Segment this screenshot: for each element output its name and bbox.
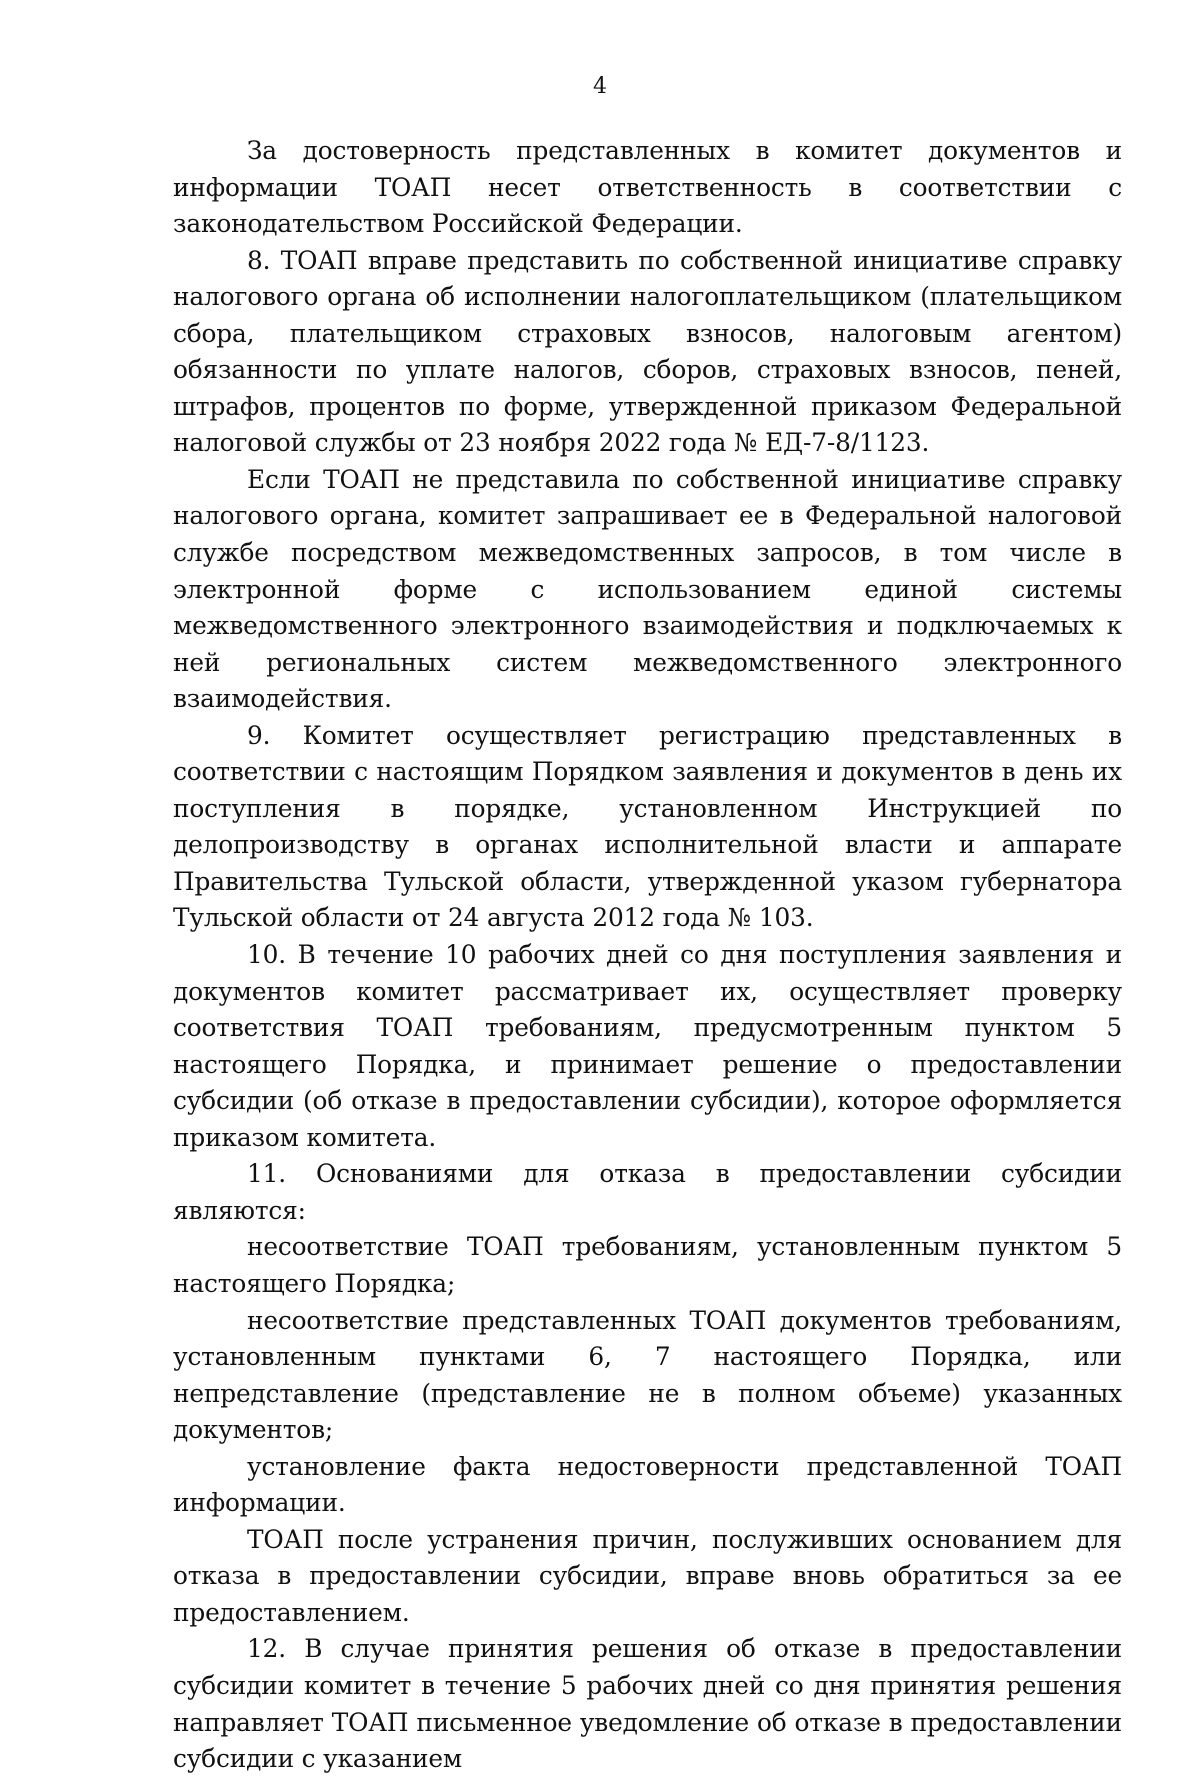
paragraph-refusal-reason-1: несоответствие ТОАП требованиям, установленным пунктом 5 настоящего Порядка; [173,1232,1122,1298]
page-number: 4 [593,74,607,99]
paragraph-refusal-reason-2: несоответствие представленных ТОАП документов требованиям, установленным пунктами 6, 7 настоящего Порядка, или непредставление (представление не в полном объеме) указанных документов; [173,1305,1122,1445]
paragraph-item-11: 11. Основаниями для отказа в предоставлении субсидии являются: [173,1159,1122,1225]
paragraph-refusal-reason-3: установление факта недостоверности представленной ТОАП информации. [173,1451,1122,1518]
paragraph-item-12: 12. В случае принятия решения об отказе в предоставлении субсидии комитет в течение 5 рабочих дней со дня принятия решения направляет ТОАП письменное уведомление об отказе в предоставлении субсидии с указанием [173,1634,1122,1774]
paragraph-item-9: 9. Комитет осуществляет регистрацию представленных в соответствии с настоящим Порядком заявления и документов в день их поступления в порядке, установленном Инструкцией по делопроизводству в органах исполнительной власти и аппарате Правительства Тульской области, утвержденной указом губернатора Тульской области от 24 августа 2012 года № 103. [173,720,1122,933]
paragraph-responsibility: За достоверность представленных в комитет документов и информации ТОАП несет ответственность в соответствии с законодательством Российской Федерации. [173,136,1122,239]
paragraph-item-8: 8. ТОАП вправе представить по собственной инициативе справку налогового органа об исполнении налогоплательщиком (плательщиком сбора, плательщиком страховых взносов, налоговым агентом) обязанности по уплате налогов, сборов, страховых взносов, пеней, штрафов, процентов по форме, утвержденной приказом Федеральной налоговой службы от 23 ноября 2022 года № ЕД-7-8/1123. [173,245,1122,458]
paragraph-tax-request: Если ТОАП не представила по собственной инициативе справку налогового органа, комитет запрашивает ее в Федеральной налоговой службе посредством межведомственных запросов, в том числе в электронной форме с использованием единой системы межведомственного электронного взаимодействия и подключаемых к ней региональных систем межведомственного электронного взаимодействия. [173,464,1122,714]
paragraph-item-10: 10. В течение 10 рабочих дней со дня поступления заявления и документов комитет рассматривает их, осуществляет проверку соответствия ТОАП требованиям, предусмотренным пунктом 5 настоящего Порядка, и принимает решение о предоставлении субсидии (об отказе в предоставлении субсидии), которое оформляется приказом комитета. [173,940,1122,1152]
paragraph-reapply: ТОАП после устранения причин, послуживших основанием для отказа в предоставлении субсидии, вправе вновь обратиться за ее предоставлением. [173,1524,1122,1627]
document-body [173,133,1122,1778]
